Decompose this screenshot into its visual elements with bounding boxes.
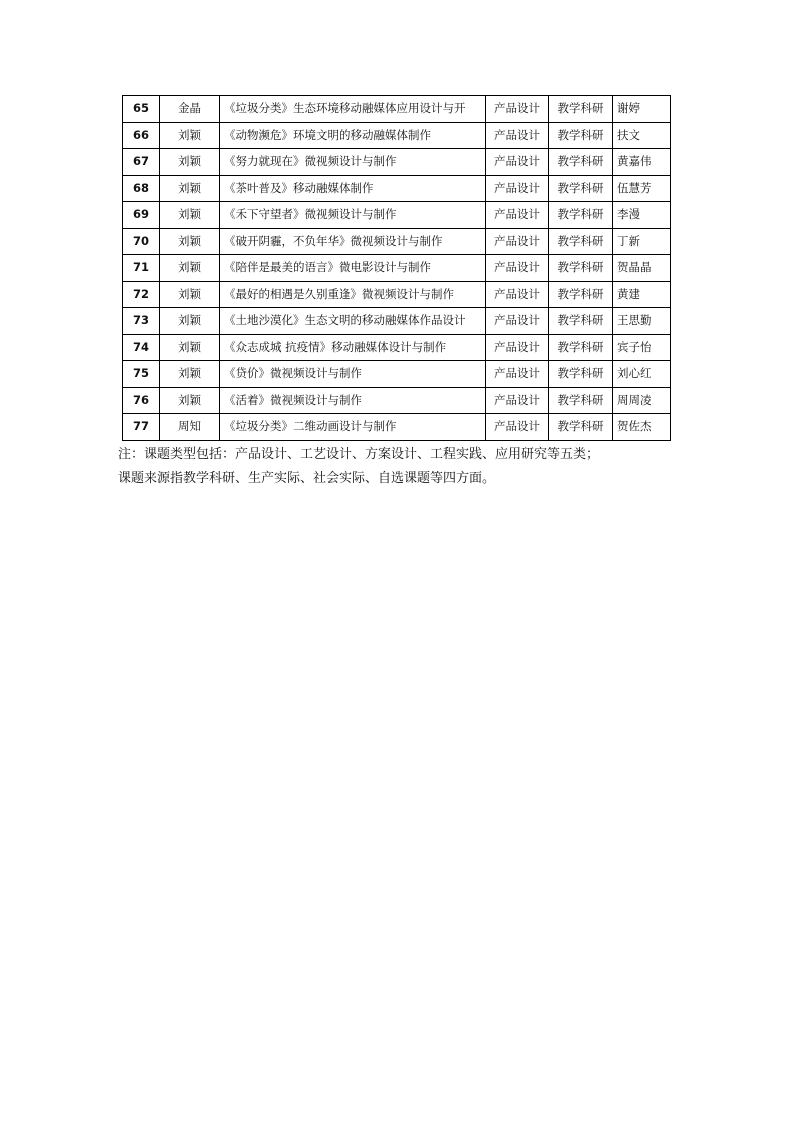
topics-table-body — [123, 96, 671, 441]
topic-title-cell: 《最好的相遇是久别重逢》微视频设计与制作 — [220, 281, 486, 308]
table-row — [123, 149, 671, 176]
topic-title-cell: 《努力就现在》微视频设计与制作 — [220, 149, 486, 176]
topic-title-cell: 《陪伴是最美的语言》微电影设计与制作 — [220, 255, 486, 282]
advisor-name-cell: 刘颖 — [160, 281, 220, 308]
student-name-cell: 贺晶晶 — [613, 255, 671, 282]
topic-type-cell: 产品设计 — [486, 175, 549, 202]
topic-title-cell: 《众志成城 抗疫情》移动融媒体设计与制作 — [220, 334, 486, 361]
topic-source-cell: 教学科研 — [549, 122, 613, 149]
topic-type-cell: 产品设计 — [486, 334, 549, 361]
topic-source-cell: 教学科研 — [549, 387, 613, 414]
table-row — [123, 361, 671, 388]
topic-title-cell: 《动物濒危》环境文明的移动融媒体制作 — [220, 122, 486, 149]
table-row — [123, 308, 671, 335]
table-row — [123, 228, 671, 255]
topic-source-cell: 教学科研 — [549, 334, 613, 361]
topic-type-cell: 产品设计 — [486, 228, 549, 255]
student-name-cell: 李漫 — [613, 202, 671, 229]
topic-type-cell: 产品设计 — [486, 308, 549, 335]
row-number-cell: 73 — [123, 308, 160, 335]
table-row — [123, 387, 671, 414]
row-number-cell: 69 — [123, 202, 160, 229]
advisor-name-cell: 金晶 — [160, 96, 220, 123]
table-row — [123, 175, 671, 202]
row-number-cell: 68 — [123, 175, 160, 202]
topic-source-cell: 教学科研 — [549, 414, 613, 441]
topic-title-cell: 《土地沙漠化》生态文明的移动融媒体作品设计 — [220, 308, 486, 335]
row-number-cell: 74 — [123, 334, 160, 361]
footnote — [118, 443, 678, 491]
row-number-cell: 76 — [123, 387, 160, 414]
table-row — [123, 202, 671, 229]
advisor-name-cell: 刘颖 — [160, 387, 220, 414]
table-row — [123, 255, 671, 282]
student-name-cell: 丁新 — [613, 228, 671, 255]
topic-title-cell: 《茶叶普及》移动融媒体制作 — [220, 175, 486, 202]
topic-source-cell: 教学科研 — [549, 96, 613, 123]
topic-type-cell: 产品设计 — [486, 361, 549, 388]
topic-title-cell: 《活着》微视频设计与制作 — [220, 387, 486, 414]
student-name-cell: 贺佐杰 — [613, 414, 671, 441]
topic-type-cell: 产品设计 — [486, 414, 549, 441]
row-number-cell: 72 — [123, 281, 160, 308]
footnote-line-sources: 课题来源指教学科研、生产实际、社会实际、自选课题等四方面。 — [118, 471, 496, 486]
topic-title-cell: 《破开阴霾，不负年华》微视频设计与制作 — [220, 228, 486, 255]
table-row — [123, 414, 671, 441]
row-number-cell: 70 — [123, 228, 160, 255]
topic-type-cell: 产品设计 — [486, 387, 549, 414]
topic-source-cell: 教学科研 — [549, 281, 613, 308]
student-name-cell: 谢婷 — [613, 96, 671, 123]
topic-source-cell: 教学科研 — [549, 308, 613, 335]
topic-title-cell: 《垃圾分类》二维动画设计与制作 — [220, 414, 486, 441]
advisor-name-cell: 刘颖 — [160, 149, 220, 176]
topic-type-cell: 产品设计 — [486, 149, 549, 176]
student-name-cell: 伍慧芳 — [613, 175, 671, 202]
advisor-name-cell: 刘颖 — [160, 228, 220, 255]
footnote-line-types: 注：课题类型包括：产品设计、工艺设计、方案设计、工程实践、应用研究等五类； — [118, 447, 600, 462]
topic-type-cell: 产品设计 — [486, 122, 549, 149]
advisor-name-cell: 刘颖 — [160, 122, 220, 149]
topic-source-cell: 教学科研 — [549, 255, 613, 282]
advisor-name-cell: 刘颖 — [160, 361, 220, 388]
row-number-cell: 67 — [123, 149, 160, 176]
topic-title-cell: 《贷价》微视频设计与制作 — [220, 361, 486, 388]
advisor-name-cell: 刘颖 — [160, 334, 220, 361]
student-name-cell: 王思勤 — [613, 308, 671, 335]
topic-title-cell: 《垃圾分类》生态环境移动融媒体应用设计与开 — [220, 96, 486, 123]
topic-type-cell: 产品设计 — [486, 255, 549, 282]
topic-title-cell: 《禾下守望者》微视频设计与制作 — [220, 202, 486, 229]
student-name-cell: 周周凌 — [613, 387, 671, 414]
row-number-cell: 71 — [123, 255, 160, 282]
topic-source-cell: 教学科研 — [549, 202, 613, 229]
topic-source-cell: 教学科研 — [549, 228, 613, 255]
advisor-name-cell: 刘颖 — [160, 202, 220, 229]
topic-source-cell: 教学科研 — [549, 149, 613, 176]
advisor-name-cell: 刘颖 — [160, 308, 220, 335]
topic-source-cell: 教学科研 — [549, 175, 613, 202]
table-row — [123, 334, 671, 361]
row-number-cell: 66 — [123, 122, 160, 149]
topics-table — [122, 95, 671, 441]
advisor-name-cell: 周知 — [160, 414, 220, 441]
table-row — [123, 122, 671, 149]
table-row — [123, 281, 671, 308]
student-name-cell: 黄建 — [613, 281, 671, 308]
topic-source-cell: 教学科研 — [549, 361, 613, 388]
row-number-cell: 65 — [123, 96, 160, 123]
student-name-cell: 扶文 — [613, 122, 671, 149]
topic-type-cell: 产品设计 — [486, 202, 549, 229]
advisor-name-cell: 刘颖 — [160, 175, 220, 202]
row-number-cell: 77 — [123, 414, 160, 441]
topic-type-cell: 产品设计 — [486, 96, 549, 123]
table-row — [123, 96, 671, 123]
student-name-cell: 黄嘉伟 — [613, 149, 671, 176]
topic-type-cell: 产品设计 — [486, 281, 549, 308]
student-name-cell: 刘心红 — [613, 361, 671, 388]
row-number-cell: 75 — [123, 361, 160, 388]
advisor-name-cell: 刘颖 — [160, 255, 220, 282]
student-name-cell: 宾子怡 — [613, 334, 671, 361]
